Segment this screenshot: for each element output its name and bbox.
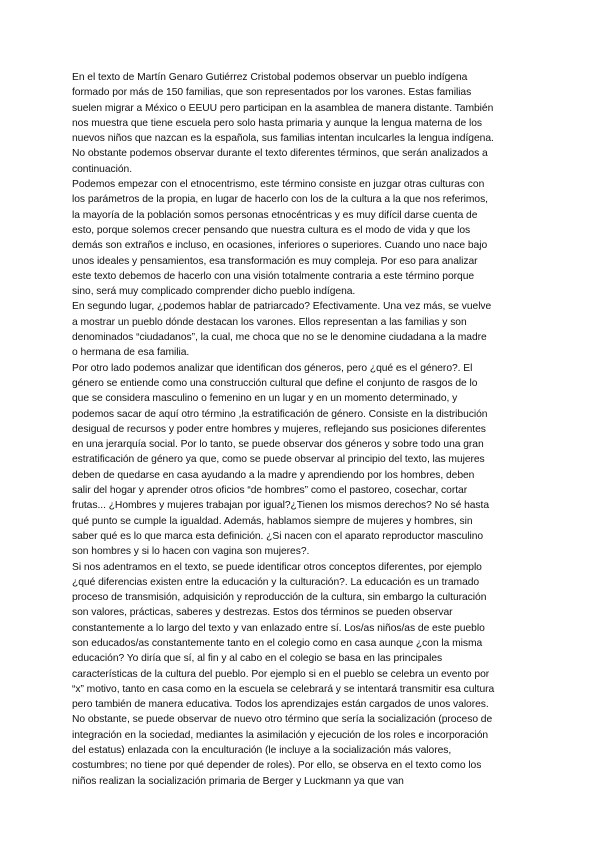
paragraph-educacion: Si nos adentramos en el texto, se puede identificar otros conceptos diferentes, por ejemplo ¿qué diferencias existen entre la educación y la culturación?. La educación es un tramado proceso de transmisión, adquisición y reproducción de la cultura, sin embargo la culturación son valores, prácticas, saberes y destrezas. Estos dos términos se pueden observar constantemente a lo largo del texto y van enlazado entre sí. Los/as niños/as de este pueblo son educados/as constantemente tanto en el colegio como en casa aunque ¿con la misma educación? Yo diría que sí, al fin y al cabo en el colegio se basa en las principales características de la cultura del pueblo. Por ejemplo si en el pueblo se celebra un evento por “x” motivo, tanto en casa como en la escuela se celebrará y se intentará transmitir esa cultura pero también de manera educativa. Todos los aprendizajes están cargados de unos valores. — [72, 561, 495, 711]
paragraph-genero: Por otro lado podemos analizar que identifican dos géneros, pero ¿qué es el género?. El género se entiende como una construcción cultural que define el conjunto de rasgos de lo que se considera masculino o femenino en un lugar y en un momento determinado, y podemos sacar de aquí otro término ,la estratificación de género. Consiste en la distribución desigual de recursos y poder entre hombres y mujeres, reflejando sus posiciones diferentes en una jerarquía social. Por lo tanto, se puede observar dos géneros y sobre todo una gran estratificación de género ya que, como se puede observar al principio del texto, las mujeres deben de quedarse en casa ayudando a la madre y aprendiendo por los hombres, deben salir del hogar y aprender otros oficios “de hombres” como el pastoreo, cosechar, cortar frutas... ¿Hombres y mujeres trabajan por igual?¿Tienen los mismos derechos? No sé hasta qué punto se cumple la igualdad. Además, hablamos siempre de mujeres y hombres, sin saber qué es lo que marca esta definición. ¿Si nacen con el aparato reproductor masculino son hombres y si lo hacen con vagina son mujeres?. — [72, 362, 490, 558]
paragraph-intro: En el texto de Martín Genaro Gutiérrez Cristobal podemos observar un pueblo indígena formado por más de 150 familias, que son representados por los varones. Estas familias suelen migrar a México o EEUU pero participan en la asamblea de manera distante. También nos muestra que tiene escuela pero solo hasta primaria y aunque la lengua materna de los nuevos niños que nazcan es la española, sus familias intentan inculcarles la lengua indígena. No obstante podemos observar durante el texto diferentes términos, que serán analizados a continuación. — [72, 72, 494, 175]
paragraph-patriarcado: En segundo lugar, ¿podemos hablar de patriarcado? Efectivamente. Una vez más, se vuelve a mostrar un pueblo dónde destacan los varones. Ellos representan a las familias y son denominados “ciudadanos”, la cual, me choca que no se le denomine ciudadana a la madre o hermana de esa familia. — [72, 301, 492, 359]
paragraph-etnocentrismo: Podemos empezar con el etnocentrismo, este término consiste en juzgar otras culturas con los parámetros de la propia, en lugar de hacerlo con los de la cultura a la que nos referimos, la mayoría de la población somos personas etnocéntricas y es muy difícil darse cuenta de esto, porque solemos crecer pensando que nuestra cultura es el modo de vida y que los demás son extraños e incluso, en ocasiones, inferiores o superiores. Cuando uno nace bajo unos ideales y pensamientos, esa transformación es muy compleja. Por eso para analizar este texto debemos de hacerlo con una visión totalmente contraria a este término porque sino, será muy complicado comprender dicho pueblo indígena. — [72, 179, 488, 298]
paragraph-socializacion: No obstante, se puede observar de nuevo otro término que sería la socialización (proceso de integración en la sociedad, mediantes la asimilación y ejecución de los roles e incorporación del estatus) enlazada con la enculturación (le incluye a la socialización más valores, costumbres; no tiene por qué depender de roles). Por ello, se observa en el texto como los niños realizan la socialización primaria de Berger y Luckmann ya que van — [72, 714, 493, 787]
document-body — [72, 70, 495, 789]
